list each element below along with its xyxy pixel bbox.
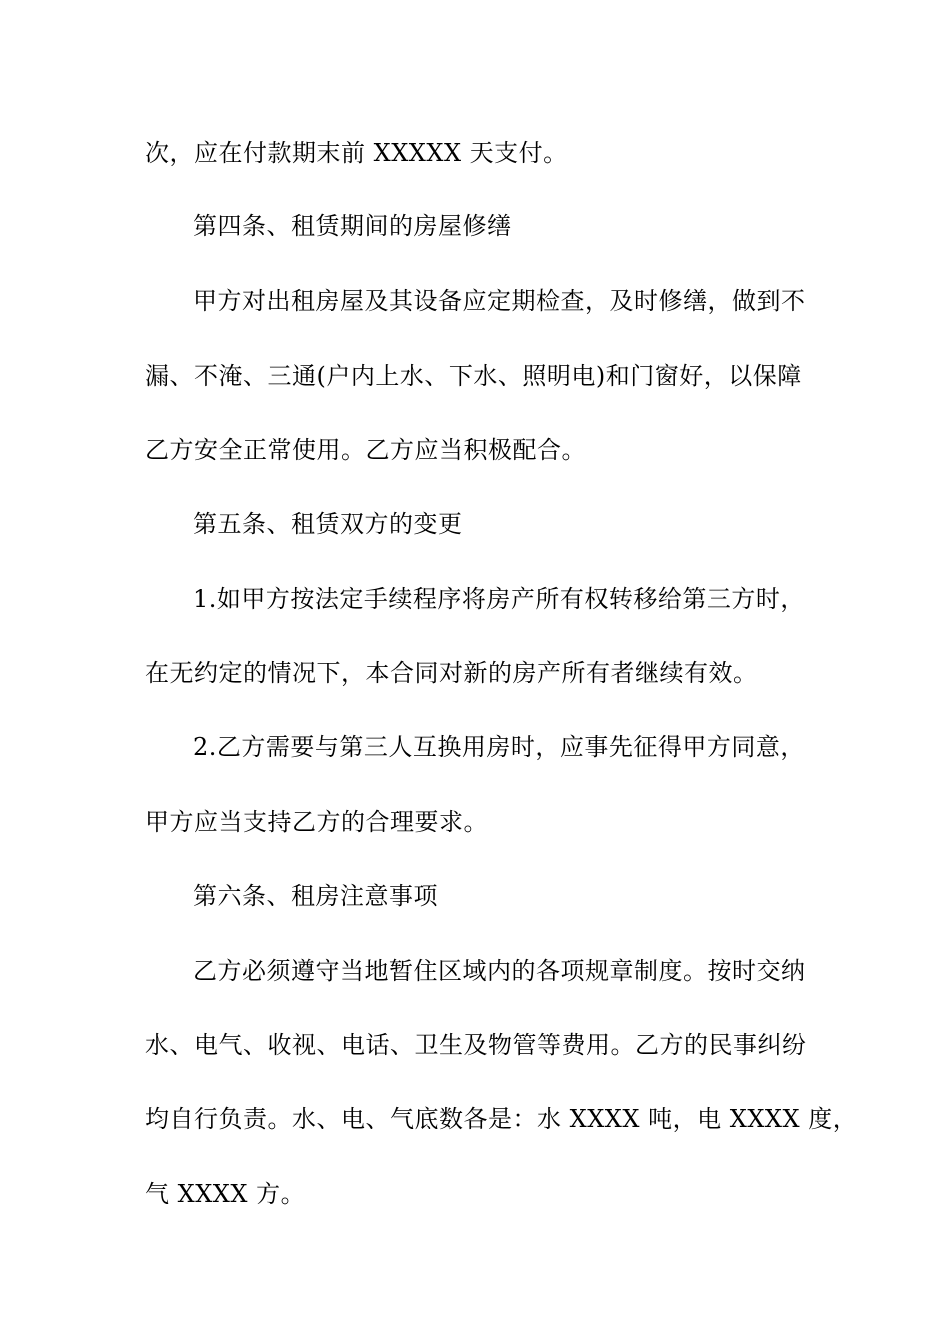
paragraph-line: 水、电气、收视、电话、卫生及物管等费用。乙方的民事纠纷: [145, 1031, 807, 1059]
paragraph-line: 甲方应当支持乙方的合理要求。: [145, 808, 488, 836]
paragraph-line: 漏、不淹、三通(户内上水、下水、照明电)和门窗好，以保障: [145, 362, 802, 390]
section-heading-6: 第六条、租房注意事项: [193, 882, 438, 910]
section-heading-4: 第四条、租赁期间的房屋修缮: [193, 212, 512, 240]
paragraph-line: 在无约定的情况下，本合同对新的房产所有者继续有效。: [145, 659, 758, 687]
paragraph-line: 甲方对出租房屋及其设备应定期检查，及时修缮，做到不: [193, 287, 806, 315]
paragraph-line: 乙方安全正常使用。乙方应当积极配合。: [145, 436, 586, 464]
paragraph-line: 1.如甲方按法定手续程序将房产所有权转移给第三方时，: [193, 585, 805, 613]
section-heading-5: 第五条、租赁双方的变更: [193, 510, 463, 538]
paragraph-line: 均自行负责。水、电、气底数各是：水 XXXX 吨，电 XXXX 度，: [145, 1105, 858, 1133]
paragraph-line: 气 XXXX 方。: [145, 1180, 306, 1208]
paragraph-line: 2.乙方需要与第三人互换用房时，应事先征得甲方同意，: [193, 733, 805, 761]
paragraph-line: 次，应在付款期末前 XXXXX 天支付。: [145, 139, 568, 167]
paragraph-line: 乙方必须遵守当地暂住区域内的各项规章制度。按时交纳: [193, 957, 806, 985]
